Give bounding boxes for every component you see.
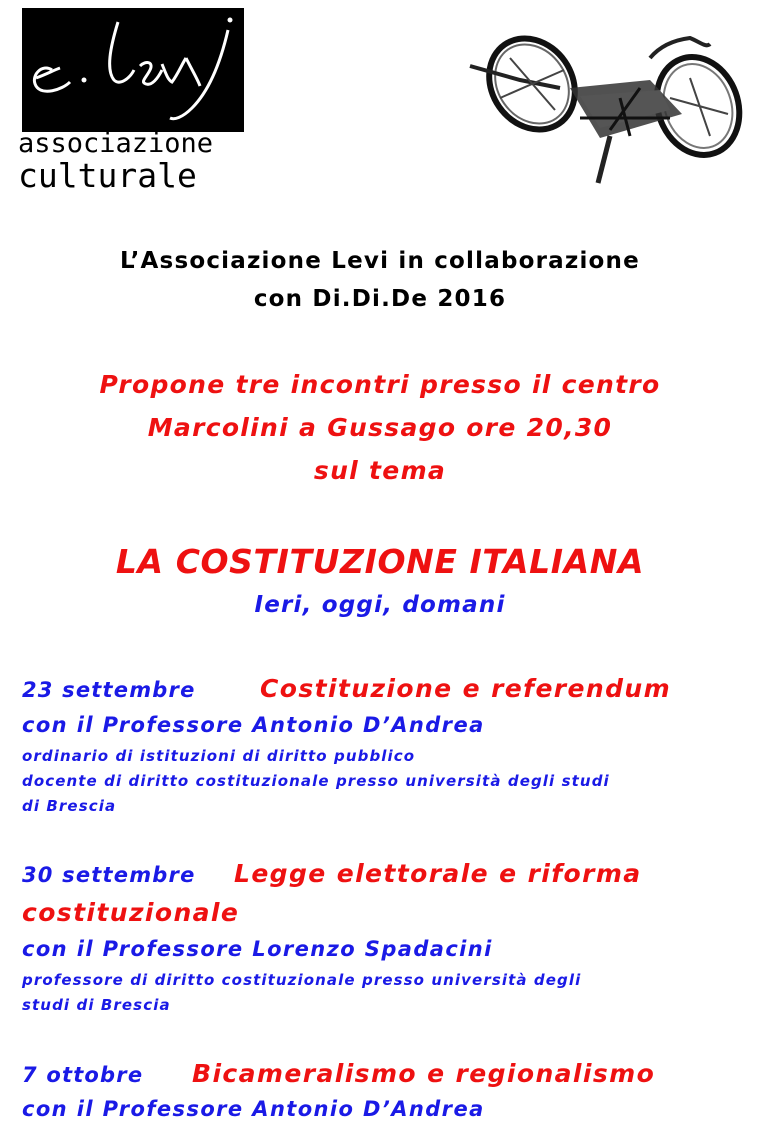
- event-1-topic: Costituzione e referendum: [260, 674, 672, 703]
- event-1-date: 23 settembre: [22, 678, 196, 702]
- event-1-desc-1: ordinario di istituzioni di diritto pubblico: [22, 747, 416, 765]
- event-2-desc-1: professore di diritto costituzionale presso università degli: [22, 971, 582, 989]
- logo-text: [18, 128, 258, 195]
- event-2-speaker: con il Professore Lorenzo Spadacini: [22, 937, 493, 961]
- event-2-topic-1: Legge elettorale e riforma: [234, 859, 642, 888]
- bicycle-sketch-image: [460, 18, 755, 196]
- signature-logo: [22, 8, 244, 132]
- logo: [22, 8, 244, 132]
- theme-title: LA COSTITUZIONE ITALIANA: [115, 542, 645, 581]
- proposal-line-2: Marcolini a Gussago ore 20,30: [147, 413, 613, 442]
- theme-subtitle: Ieri, oggi, domani: [254, 592, 506, 618]
- logo-line-1: associazione: [18, 128, 214, 159]
- event-2-date: 30 settembre: [22, 863, 196, 887]
- logo-line-2: culturale: [18, 156, 197, 195]
- intro-line-2: con Di.Di.De 2016: [253, 286, 507, 312]
- event-1-speaker: con il Professore Antonio D’Andrea: [22, 713, 485, 737]
- proposal-line-3: sul tema: [313, 456, 447, 485]
- intro-line-1: L’Associazione Levi in collaborazione: [120, 248, 640, 274]
- event-3-date: 7 ottobre: [22, 1063, 144, 1087]
- event-2-topic-2: costituzionale: [22, 898, 240, 927]
- event-1-desc-2: docente di diritto costituzionale presso università degli studi: [22, 772, 610, 790]
- event-2-desc-2: studi di Brescia: [22, 996, 171, 1014]
- event-3-topic: Bicameralismo e regionalismo: [192, 1059, 656, 1088]
- proposal-line-1: Propone tre incontri presso il centro: [99, 370, 661, 399]
- event-3-speaker: con il Professore Antonio D’Andrea: [22, 1097, 485, 1121]
- event-1-desc-3: di Brescia: [22, 797, 117, 815]
